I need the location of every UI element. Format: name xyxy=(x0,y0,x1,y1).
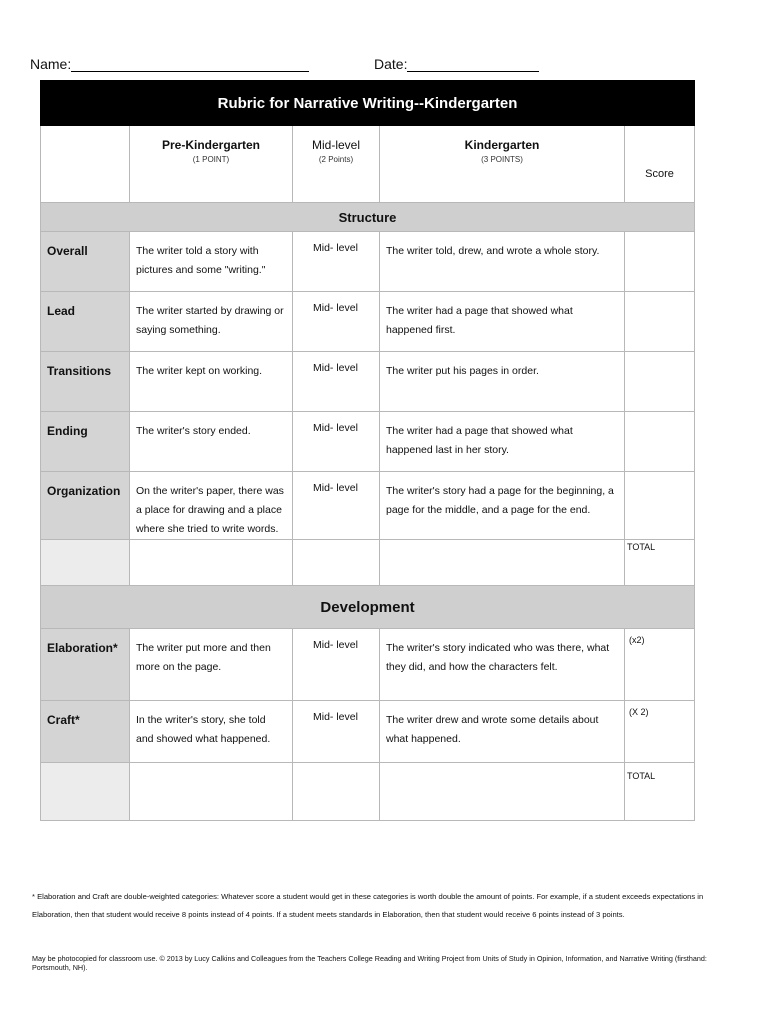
rubric-row-elaboration xyxy=(41,629,695,701)
row-label: Overall xyxy=(41,232,130,292)
score-cell[interactable] xyxy=(625,412,695,472)
header-mid-points: (2 Points) xyxy=(318,155,354,164)
header-mid xyxy=(293,126,380,203)
header-pre-k xyxy=(130,126,293,203)
rubric-table xyxy=(40,80,695,821)
total-label-blank xyxy=(41,540,130,586)
mid-level-descriptor: Mid- level xyxy=(293,412,380,472)
rubric-row-ending xyxy=(41,412,695,472)
rubric-row-craft xyxy=(41,701,695,763)
header-kinder-points: (3 POINTS) xyxy=(481,155,523,164)
total-blank-cell xyxy=(130,763,293,821)
row-label: Organization xyxy=(41,472,130,540)
structure-total-row xyxy=(41,540,695,586)
score-cell[interactable]: (X 2) xyxy=(625,701,695,763)
total-blank-cell xyxy=(380,763,625,821)
total-blank-cell xyxy=(293,763,380,821)
mid-level-descriptor: Mid- level xyxy=(293,292,380,352)
header-score: Score xyxy=(625,126,695,203)
mid-level-descriptor: Mid- level xyxy=(293,232,380,292)
pre-k-descriptor: In the writer's story, she told and showed what happened. xyxy=(130,701,293,763)
rubric-row-organization xyxy=(41,472,695,540)
date-field[interactable] xyxy=(374,56,539,72)
pre-k-descriptor: The writer kept on working. xyxy=(130,352,293,412)
score-cell[interactable] xyxy=(625,472,695,540)
kinder-descriptor: The writer's story had a page for the beginning, a page for the middle, and a page for the end. xyxy=(380,472,625,540)
row-label: Elaboration* xyxy=(41,629,130,701)
name-field[interactable] xyxy=(30,56,309,72)
pre-k-descriptor: The writer started by drawing or saying something. xyxy=(130,292,293,352)
row-label: Craft* xyxy=(41,701,130,763)
kinder-descriptor: The writer put his pages in order. xyxy=(380,352,625,412)
date-label: Date: xyxy=(374,56,408,72)
total-blank-cell xyxy=(293,540,380,586)
kinder-descriptor: The writer told, drew, and wrote a whole story. xyxy=(380,232,625,292)
header-kinder xyxy=(380,126,625,203)
column-header-row xyxy=(41,126,695,203)
score-cell[interactable] xyxy=(625,352,695,412)
total-label-blank xyxy=(41,763,130,821)
header-kinder-label: Kindergarten xyxy=(464,138,540,152)
row-label: Ending xyxy=(41,412,130,472)
name-blank-line[interactable] xyxy=(71,57,309,72)
score-cell[interactable]: (x2) xyxy=(625,629,695,701)
rubric-title: Rubric for Narrative Writing--Kindergarten xyxy=(41,81,695,126)
name-label: Name: xyxy=(30,56,72,72)
section-heading-structure: Structure xyxy=(41,203,695,232)
row-label: Lead xyxy=(41,292,130,352)
header-pre-k-label: Pre-Kindergarten xyxy=(161,138,261,152)
pre-k-descriptor: The writer put more and then more on the page. xyxy=(130,629,293,701)
development-total[interactable]: TOTAL xyxy=(625,763,695,821)
date-blank-line[interactable] xyxy=(407,57,539,72)
header-blank-cell xyxy=(41,126,130,203)
mid-level-descriptor: Mid- level xyxy=(293,629,380,701)
header-pre-k-points: (1 POINT) xyxy=(192,155,230,164)
mid-level-descriptor: Mid- level xyxy=(293,472,380,540)
pre-k-descriptor: The writer told a story with pictures and some "writing." xyxy=(130,232,293,292)
rubric-row-overall xyxy=(41,232,695,292)
rubric-row-lead xyxy=(41,292,695,352)
section-heading-development: Development xyxy=(41,586,695,629)
mid-level-descriptor: Mid- level xyxy=(293,352,380,412)
mid-level-descriptor: Mid- level xyxy=(293,701,380,763)
pre-k-descriptor: The writer's story ended. xyxy=(130,412,293,472)
kinder-descriptor: The writer had a page that showed what happened last in her story. xyxy=(380,412,625,472)
development-total-row xyxy=(41,763,695,821)
score-cell[interactable] xyxy=(625,292,695,352)
score-cell[interactable] xyxy=(625,232,695,292)
header-mid-label: Mid-level xyxy=(311,138,360,152)
row-label: Transitions xyxy=(41,352,130,412)
kinder-descriptor: The writer drew and wrote some details about what happened. xyxy=(380,701,625,763)
rubric-row-transitions xyxy=(41,352,695,412)
footnote: * Elaboration and Craft are double-weighted categories: Whatever score a student would get in these categories is worth double the amount of points. For example, if a student exceeds expectations in Elaboration, then that student would receive 8 points instead of 4 points. If a student meets standards in Elaboration, then that student would receive 6 points instead of 3 points. xyxy=(32,892,704,919)
total-blank-cell xyxy=(380,540,625,586)
kinder-descriptor: The writer's story indicated who was there, what they did, and how the characters felt. xyxy=(380,629,625,701)
total-blank-cell xyxy=(130,540,293,586)
copyright-credit: May be photocopied for classroom use. © 2013 by Lucy Calkins and Colleagues from the Teachers College Reading and Writing Project from Units of Study in Opinion, Information, and Narrative Writing (firsthand: Portsmouth, NH). xyxy=(32,954,707,972)
pre-k-descriptor: On the writer's paper, there was a place for drawing and a place where she tried to write words. xyxy=(130,472,293,540)
kinder-descriptor: The writer had a page that showed what happened first. xyxy=(380,292,625,352)
structure-total[interactable]: TOTAL xyxy=(625,540,695,586)
